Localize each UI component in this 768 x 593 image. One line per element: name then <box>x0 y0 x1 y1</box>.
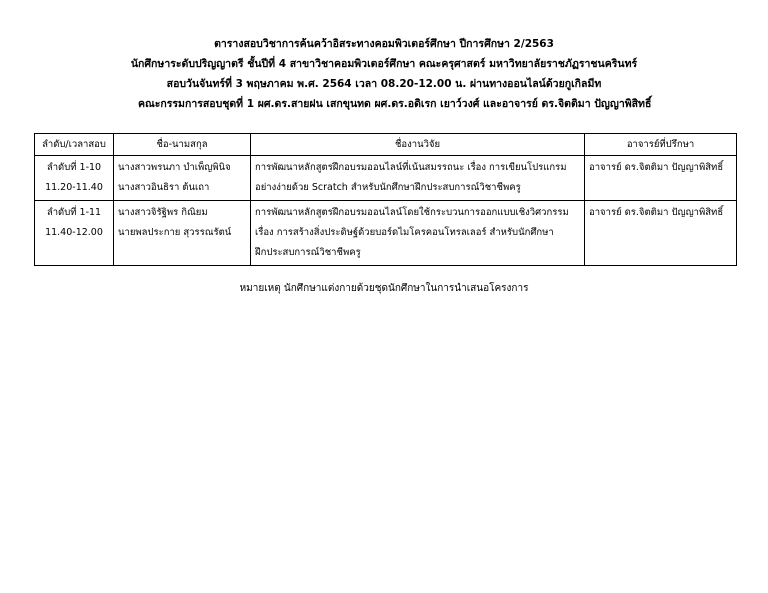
advisor-name: อาจารย์ ดร.จิตติมา ปัญญาพิสิทธิ์ <box>589 162 724 173</box>
header-order-time: ลำดับ/เวลาสอบ <box>35 134 114 156</box>
committee-line: คณะกรรมการสอบชุดที่ 1 ผศ.ดร.สายฝน เสกขุนทด ผศ.ดร.อดิเรก เยาว์วงศ์ และอาจารย์ ดร.จิตติมา ปัญญาพิสิทธิ์ <box>138 98 652 110</box>
document-title: ตารางสอบวิชาการค้นคว้าอิสระทางคอมพิวเตอร์ศึกษา ปีการศึกษา 2/2563 <box>214 38 554 50</box>
research-title-line: ฝึกประสบการณ์วิชาชีพครู <box>255 247 361 258</box>
advisor-cell <box>585 201 737 266</box>
student-names-cell <box>114 201 251 266</box>
student-name: นางสาวพรนภา บำเพ็ญพินิจ <box>118 162 231 173</box>
student-name: นายพลประกาย สุวรรณรัตน์ <box>118 227 232 238</box>
research-title-line: อย่างง่ายด้วย Scratch สำหรับนักศึกษาฝึกประสบการณ์วิชาชีพครู <box>255 182 521 193</box>
research-title-cell <box>251 156 585 201</box>
document-header <box>0 34 768 114</box>
student-names-cell <box>114 156 251 201</box>
research-title-line: การพัฒนาหลักสูตรฝึกอบรมออนไลน์โดยใช้กระบวนการออกแบบเชิงวิศวกรรม <box>255 207 569 218</box>
order-time-cell <box>35 156 114 201</box>
advisor-name: อาจารย์ ดร.จิตติมา ปัญญาพิสิทธิ์ <box>589 207 724 218</box>
exam-time: 11.40-12.00 <box>45 227 103 238</box>
exam-schedule-table <box>34 133 737 266</box>
advisor-cell <box>585 156 737 201</box>
order-number: ลำดับที่ 1-11 <box>46 207 102 218</box>
header-advisor: อาจารย์ที่ปรึกษา <box>585 134 737 156</box>
table-header-row <box>35 134 737 156</box>
research-title-cell <box>251 201 585 266</box>
student-name: นางสาวจิรัฐิพร กิณิยม <box>118 207 208 218</box>
table-row <box>35 156 737 201</box>
student-level-line: นักศึกษาระดับปริญญาตรี ชั้นปีที่ 4 สาขาวิชาคอมพิวเตอร์ศึกษา คณะครุศาสตร์ มหาวิทยาลัยราชภัฏราชนครินทร์ <box>130 58 638 70</box>
order-time-cell <box>35 201 114 266</box>
header-name: ชื่อ-นามสกุล <box>114 134 251 156</box>
order-number: ลำดับที่ 1-10 <box>46 162 102 173</box>
footnote: หมายเหตุ นักศึกษาแต่งกายด้วยชุดนักศึกษาในการนำเสนอโครงการ <box>239 283 529 294</box>
header-research-title: ชื่องานวิจัย <box>251 134 585 156</box>
research-title-line: การพัฒนาหลักสูตรฝึกอบรมออนไลน์ที่เน้นสมรรถนะ เรื่อง การเขียนโปรแกรม <box>255 162 567 173</box>
exam-time: 11.20-11.40 <box>45 182 103 193</box>
student-name: นางสาวอินธิรา ต้นเถา <box>118 182 210 193</box>
research-title-line: เรื่อง การสร้างสิ่งประดิษฐ์ด้วยบอร์ดไมโครคอนโทรลเลอร์ สำหรับนักศึกษา <box>255 227 554 238</box>
exam-date-line: สอบวันจันทร์ที่ 3 พฤษภาคม พ.ศ. 2564 เวลา 08.20-12.00 น. ผ่านทางออนไลน์ด้วยกูเกิลมีท <box>166 78 602 90</box>
table-row <box>35 201 737 266</box>
